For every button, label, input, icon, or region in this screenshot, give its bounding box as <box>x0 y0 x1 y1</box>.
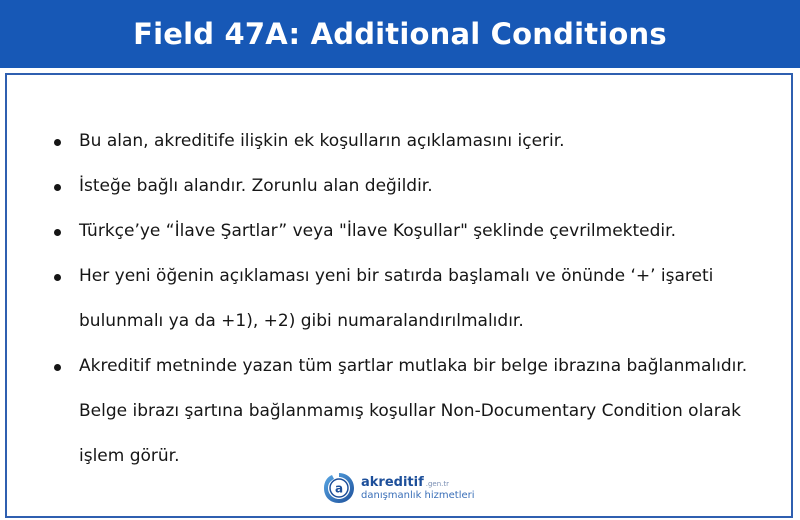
brand-logo <box>323 471 475 505</box>
list-item-text: İsteğe bağlı alandır. Zorunlu alan değildir. <box>79 176 433 196</box>
page-title: Field 47A: Additional Conditions <box>133 17 667 51</box>
content-panel <box>5 73 793 518</box>
svg-text:a: a <box>334 481 344 496</box>
bullet-icon <box>54 274 61 281</box>
bullet-icon <box>54 229 61 236</box>
list-item-text: Türkçe’ye “İlave Şartlar” veya "İlave Koşullar" şeklinde çevrilmektedir. <box>79 221 676 241</box>
logo-brand-row <box>361 476 475 489</box>
bullet-icon <box>54 139 61 146</box>
list-item <box>51 254 781 344</box>
list-item <box>51 164 781 209</box>
logo-suffix: .gen.tr <box>425 479 449 488</box>
bullet-icon <box>54 184 61 191</box>
logo-brand: akreditif <box>361 474 424 490</box>
list-item <box>51 209 781 254</box>
logo-text <box>361 476 475 501</box>
list-item <box>51 344 781 479</box>
header-bar <box>0 0 800 68</box>
list-item-text: Her yeni öğenin açıklaması yeni bir satırda başlamalı ve önünde ‘+’ işareti bulunmalı ya da +1), +2) gibi numaralandırılmalıdır. <box>79 266 714 331</box>
letter-a-circle-icon <box>323 472 355 504</box>
list-item-text: Akreditif metninde yazan tüm şartlar mutlaka bir belge ibrazına bağlanmalıdır. Belge ibrazı şartına bağlanmamış koşullar Non-Documentary Condition olarak işlem görür. <box>79 356 748 466</box>
bullet-icon <box>54 364 61 371</box>
list-item-text: Bu alan, akreditife ilişkin ek koşulların açıklamasını içerir. <box>79 131 565 151</box>
logo-tagline: danışmanlık hizmetleri <box>361 489 475 501</box>
bullet-list <box>51 119 781 479</box>
list-item <box>51 119 781 164</box>
